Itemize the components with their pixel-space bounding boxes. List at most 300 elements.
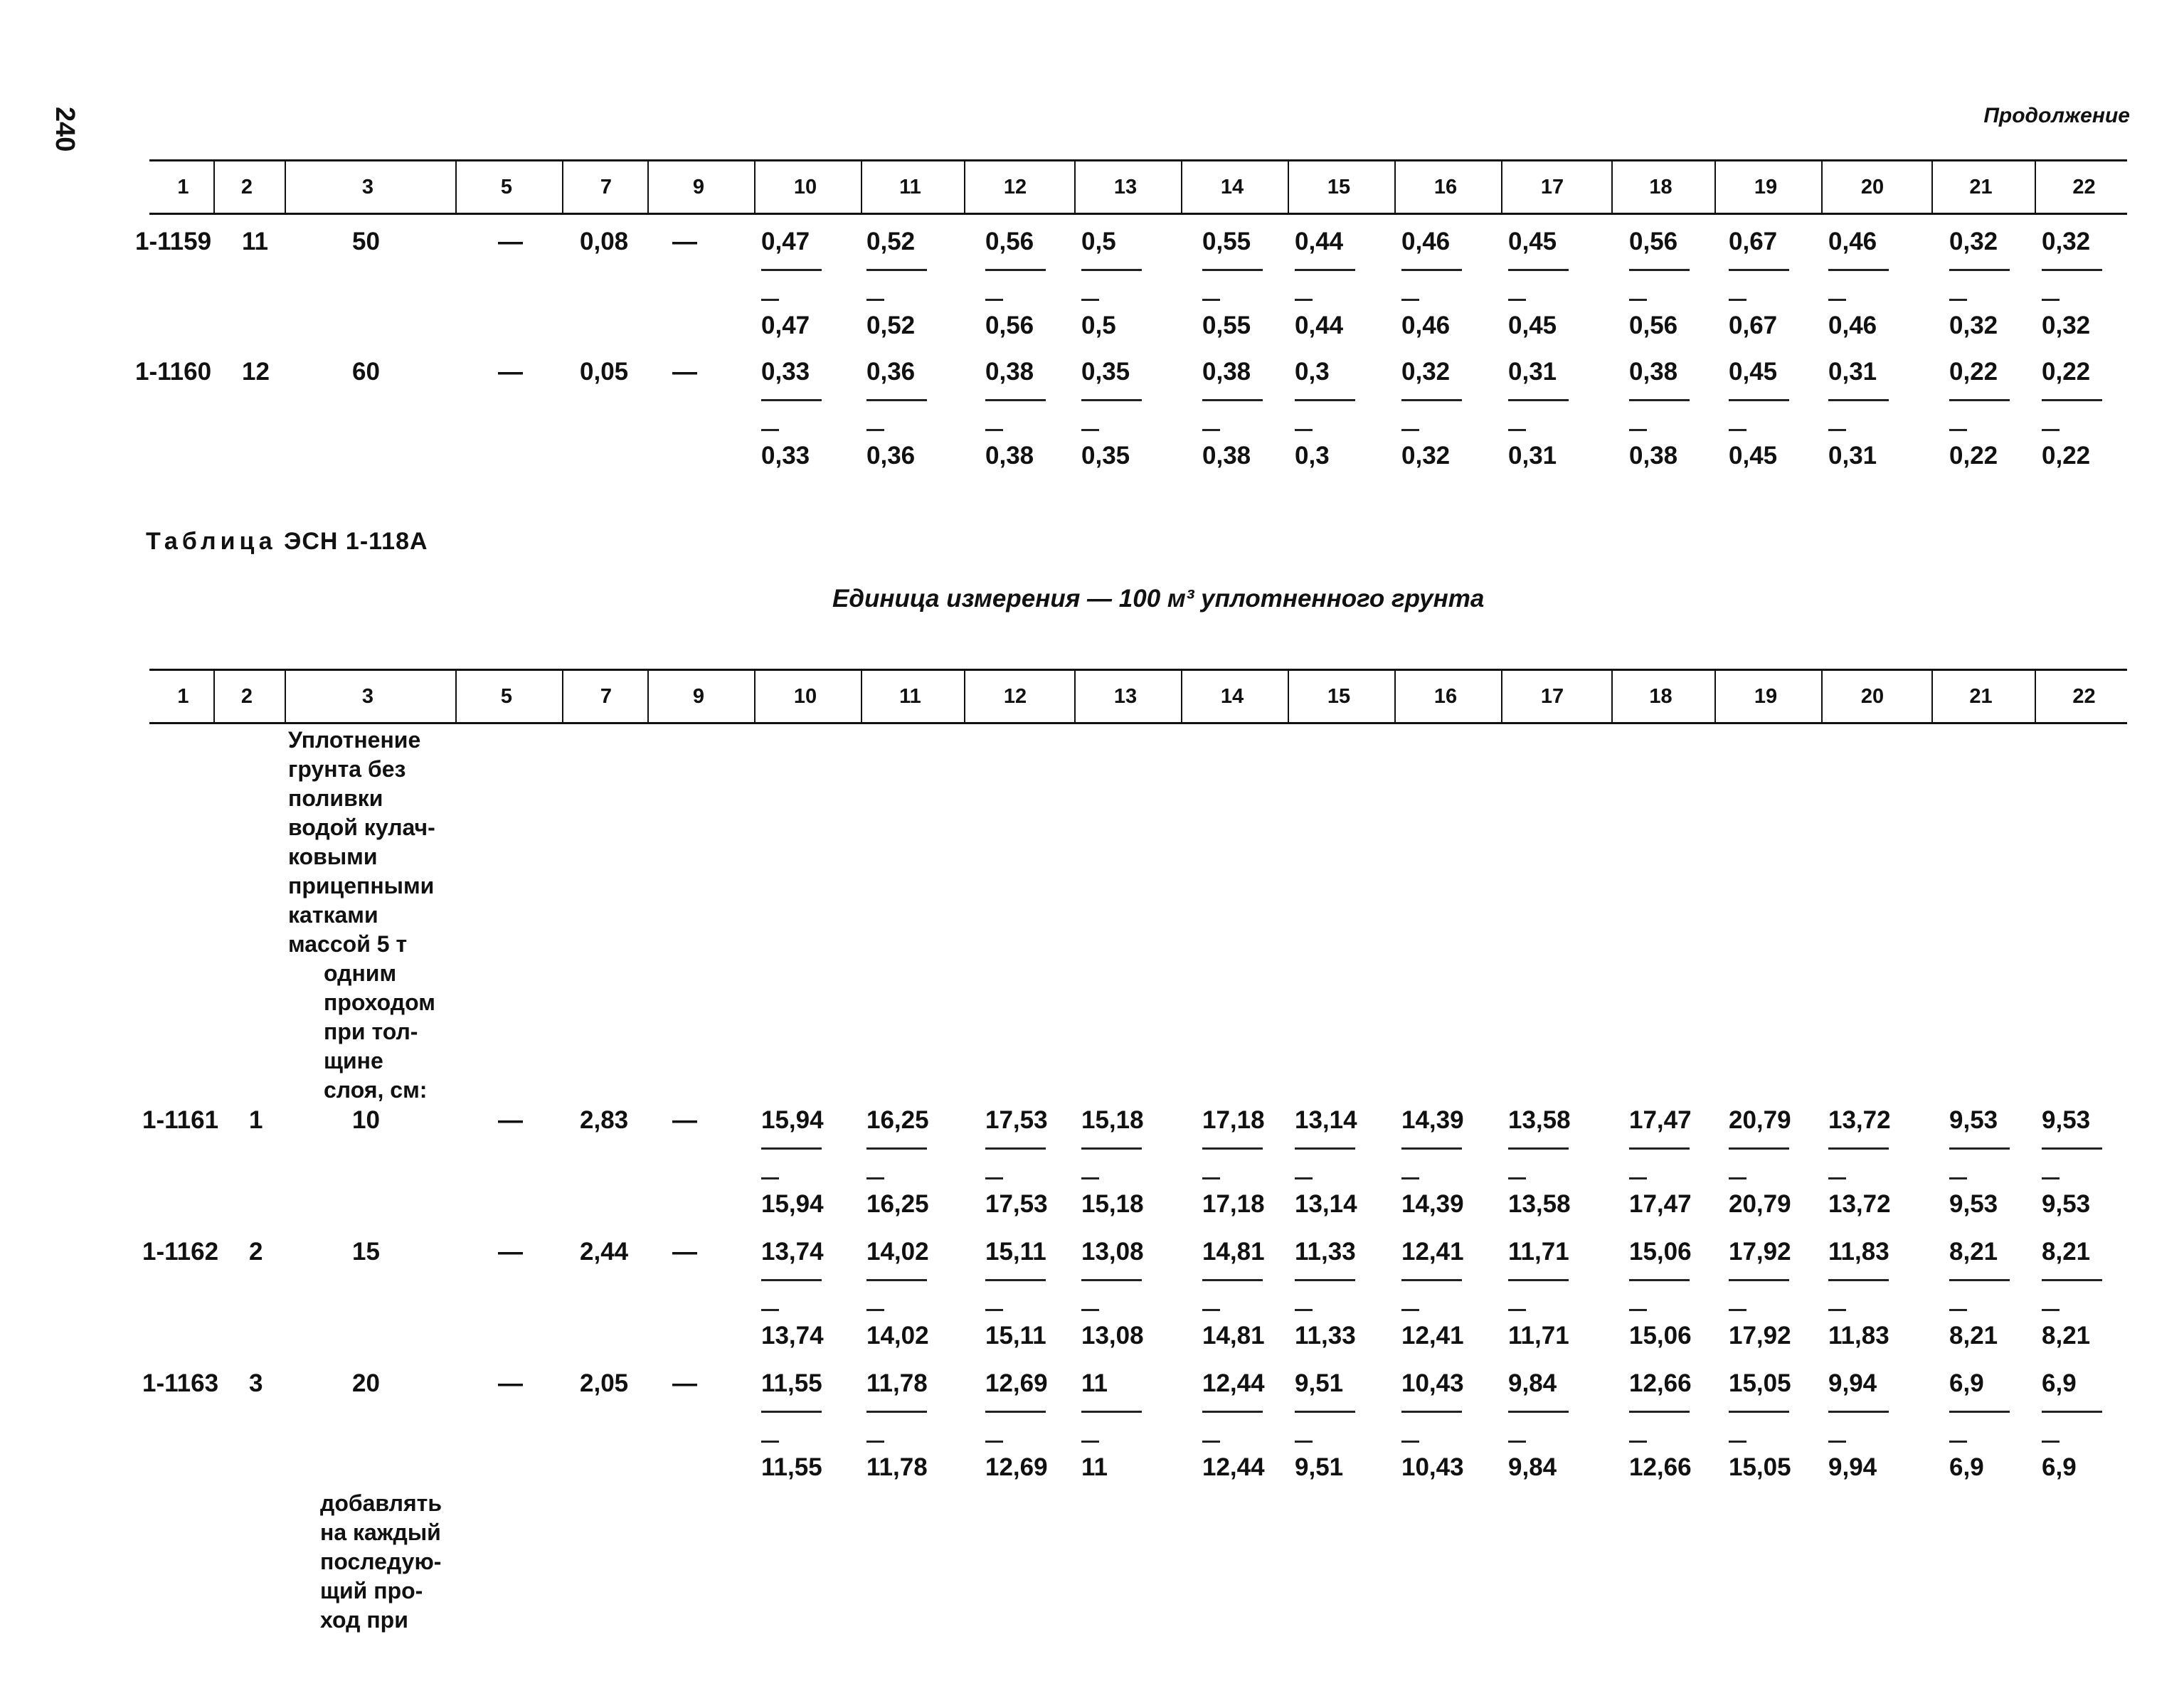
header-col-10: 10 xyxy=(754,161,855,213)
fraction-bar xyxy=(1401,1147,1462,1150)
header-col-20: 20 xyxy=(1821,161,1922,213)
row-number: 1 xyxy=(249,1106,263,1134)
fraction-bar xyxy=(1629,269,1690,271)
fraction-bar xyxy=(1629,1147,1690,1150)
header-col-9: 9 xyxy=(647,161,748,213)
value-top: 0,44 xyxy=(1295,228,1344,255)
row-col3: 15 xyxy=(352,1238,380,1266)
value-bottom: 8,21 xyxy=(1949,1322,1998,1349)
fraction-dash xyxy=(1729,299,1746,301)
header-col-2: 2 xyxy=(213,161,279,213)
value-bottom: 14,81 xyxy=(1202,1322,1265,1349)
value-top: 0,22 xyxy=(1949,358,1998,386)
fraction-dash xyxy=(866,1309,884,1311)
value-top: 0,38 xyxy=(1202,358,1251,386)
value-bottom: 0,47 xyxy=(761,312,810,339)
value-bottom: 14,02 xyxy=(866,1322,929,1349)
fraction-dash xyxy=(1508,1441,1526,1443)
value-bottom: 0,52 xyxy=(866,312,916,339)
fraction-dash xyxy=(1295,1309,1313,1311)
value-bottom: 0,31 xyxy=(1828,442,1877,470)
value-bottom: 17,47 xyxy=(1629,1190,1692,1218)
value-bottom: 6,9 xyxy=(1949,1453,1984,1481)
value-top: 0,33 xyxy=(761,358,810,386)
table1-header xyxy=(149,159,2127,215)
header-col-15: 15 xyxy=(1288,671,1389,722)
value-bottom: 17,92 xyxy=(1729,1322,1791,1349)
value-bottom: 0,67 xyxy=(1729,312,1778,339)
fraction-bar xyxy=(1202,1411,1263,1413)
fraction-dash xyxy=(1295,1441,1313,1443)
fraction-bar xyxy=(1729,1279,1789,1281)
value-top: 15,11 xyxy=(985,1238,1046,1266)
fraction-bar xyxy=(1828,1279,1889,1281)
fraction-dash xyxy=(866,1441,884,1443)
fraction-bar xyxy=(866,1279,927,1281)
value-bottom: 0,36 xyxy=(866,442,916,470)
fraction-bar xyxy=(1949,399,2010,401)
value-top: 13,08 xyxy=(1081,1238,1144,1266)
fraction-bar xyxy=(1202,269,1263,271)
fraction-bar xyxy=(1202,399,1263,401)
fraction-dash xyxy=(2042,1441,2060,1443)
fraction-dash xyxy=(1828,1441,1846,1443)
table2-description-indented xyxy=(324,959,435,1105)
value-top: 14,81 xyxy=(1202,1238,1265,1266)
fraction-bar xyxy=(1295,1279,1355,1281)
value-bottom: 9,51 xyxy=(1295,1453,1344,1481)
value-bottom: 0,45 xyxy=(1508,312,1557,339)
fraction-bar xyxy=(866,269,927,271)
fraction-dash xyxy=(1401,429,1419,431)
header-col-7: 7 xyxy=(562,161,649,213)
header-col-17: 17 xyxy=(1501,161,1602,213)
value-top: 0,46 xyxy=(1828,228,1877,255)
fraction-bar xyxy=(985,269,1046,271)
header-col-22: 22 xyxy=(2035,161,2132,213)
fraction-dash xyxy=(1729,1309,1746,1311)
header-col-5: 5 xyxy=(455,161,556,213)
fraction-bar xyxy=(1202,1147,1263,1150)
row-col7: 0,05 xyxy=(580,358,629,386)
fraction-bar xyxy=(1401,1411,1462,1413)
value-bottom: 0,33 xyxy=(761,442,810,470)
value-top: 13,58 xyxy=(1508,1106,1571,1134)
header-col-10: 10 xyxy=(754,671,855,722)
row-col5-dash: — xyxy=(498,228,523,255)
text-line: поливки xyxy=(288,785,383,811)
fraction-dash xyxy=(1295,429,1313,431)
header-col-19: 19 xyxy=(1714,161,1815,213)
value-top: 12,44 xyxy=(1202,1369,1265,1397)
value-top: 0,56 xyxy=(1629,228,1678,255)
fraction-bar xyxy=(1949,269,2010,271)
text-line: на каждый xyxy=(320,1520,441,1545)
value-bottom: 0,45 xyxy=(1729,442,1778,470)
fraction-dash xyxy=(1828,429,1846,431)
row-col9-dash: — xyxy=(672,1238,697,1266)
fraction-bar xyxy=(2042,1411,2102,1413)
value-bottom: 17,53 xyxy=(985,1190,1048,1218)
value-top: 17,53 xyxy=(985,1106,1048,1134)
value-top: 13,14 xyxy=(1295,1106,1357,1134)
fraction-bar xyxy=(866,399,927,401)
value-top: 11,71 xyxy=(1508,1238,1569,1266)
fraction-bar xyxy=(1729,399,1789,401)
value-top: 14,02 xyxy=(866,1238,929,1266)
value-top: 11 xyxy=(1081,1369,1108,1397)
fraction-bar xyxy=(1081,1411,1142,1413)
header-col-12: 12 xyxy=(964,161,1065,213)
fraction-dash xyxy=(985,1309,1003,1311)
fraction-bar xyxy=(761,1147,822,1150)
row-col9-dash: — xyxy=(672,358,697,386)
value-top: 11,83 xyxy=(1828,1238,1889,1266)
value-top: 10,43 xyxy=(1401,1369,1464,1397)
fraction-dash xyxy=(1401,299,1419,301)
fraction-bar xyxy=(2042,1279,2102,1281)
header-col-18: 18 xyxy=(1611,161,1709,213)
value-top: 12,66 xyxy=(1629,1369,1692,1397)
value-top: 0,46 xyxy=(1401,228,1451,255)
header-col-18: 18 xyxy=(1611,671,1709,722)
fraction-bar xyxy=(1295,269,1355,271)
fraction-dash xyxy=(1508,299,1526,301)
header-col-19: 19 xyxy=(1714,671,1815,722)
row-col3: 10 xyxy=(352,1106,380,1134)
row-col7: 2,83 xyxy=(580,1106,629,1134)
value-top: 0,47 xyxy=(761,228,810,255)
value-bottom: 0,31 xyxy=(1508,442,1557,470)
value-top: 0,52 xyxy=(866,228,916,255)
value-bottom: 11,55 xyxy=(761,1453,822,1481)
value-top: 0,56 xyxy=(985,228,1034,255)
value-top: 0,3 xyxy=(1295,358,1330,386)
fraction-dash xyxy=(1295,1177,1313,1179)
value-top: 0,5 xyxy=(1081,228,1116,255)
value-top: 11,55 xyxy=(761,1369,822,1397)
value-bottom: 11 xyxy=(1081,1453,1108,1481)
fraction-bar xyxy=(1949,1279,2010,1281)
row-col7: 0,08 xyxy=(580,228,629,255)
fraction-bar xyxy=(1828,399,1889,401)
fraction-dash xyxy=(1729,1177,1746,1179)
value-bottom: 8,21 xyxy=(2042,1322,2091,1349)
row-col9-dash: — xyxy=(672,228,697,255)
fraction-bar xyxy=(866,1147,927,1150)
fraction-bar xyxy=(1295,1147,1355,1150)
value-top: 9,53 xyxy=(1949,1106,1998,1134)
fraction-dash xyxy=(1729,1441,1746,1443)
value-top: 0,45 xyxy=(1729,358,1778,386)
value-bottom: 14,39 xyxy=(1401,1190,1464,1218)
fraction-dash xyxy=(1729,429,1746,431)
value-top: 8,21 xyxy=(2042,1238,2091,1266)
text-line: одним xyxy=(324,960,397,986)
header-col-3: 3 xyxy=(285,671,450,722)
fraction-dash xyxy=(2042,299,2060,301)
fraction-bar xyxy=(1401,1279,1462,1281)
value-top: 9,84 xyxy=(1508,1369,1557,1397)
value-bottom: 15,11 xyxy=(985,1322,1046,1349)
row-col9-dash: — xyxy=(672,1369,697,1397)
table2-title-code: ЭСН 1-118А xyxy=(284,528,428,555)
row-code: 1-1161 xyxy=(142,1106,219,1134)
text-line: проходом xyxy=(324,990,435,1015)
page-number: 240 xyxy=(50,107,80,152)
header-col-13: 13 xyxy=(1074,161,1175,213)
fraction-dash xyxy=(1629,1441,1647,1443)
value-top: 0,36 xyxy=(866,358,916,386)
fraction-dash xyxy=(866,1177,884,1179)
value-bottom: 13,14 xyxy=(1295,1190,1357,1218)
value-top: 17,92 xyxy=(1729,1238,1791,1266)
fraction-dash xyxy=(1081,1309,1099,1311)
value-top: 20,79 xyxy=(1729,1106,1791,1134)
fraction-dash xyxy=(1401,1309,1419,1311)
value-bottom: 0,38 xyxy=(1629,442,1678,470)
fraction-dash xyxy=(1828,1309,1846,1311)
value-bottom: 0,3 xyxy=(1295,442,1330,470)
fraction-bar xyxy=(1508,1279,1569,1281)
value-bottom: 12,69 xyxy=(985,1453,1048,1481)
value-bottom: 13,58 xyxy=(1508,1190,1571,1218)
fraction-dash xyxy=(1828,1177,1846,1179)
fraction-bar xyxy=(1828,269,1889,271)
value-bottom: 13,74 xyxy=(761,1322,824,1349)
row-col7: 2,05 xyxy=(580,1369,629,1397)
table2-title xyxy=(146,528,428,556)
fraction-dash xyxy=(761,429,779,431)
value-top: 9,53 xyxy=(2042,1106,2091,1134)
value-bottom: 9,53 xyxy=(2042,1190,2091,1218)
fraction-dash xyxy=(1202,1441,1220,1443)
fraction-bar xyxy=(1629,1411,1690,1413)
fraction-bar xyxy=(1295,399,1355,401)
row-col5-dash: — xyxy=(498,1238,523,1266)
value-bottom: 17,18 xyxy=(1202,1190,1265,1218)
text-line: массой 5 т xyxy=(288,931,408,957)
value-top: 0,55 xyxy=(1202,228,1251,255)
fraction-dash xyxy=(1629,429,1647,431)
table2-footer-text xyxy=(320,1489,442,1635)
value-top: 0,32 xyxy=(1949,228,1998,255)
text-line: слоя, см: xyxy=(324,1077,428,1103)
value-bottom: 0,46 xyxy=(1401,312,1451,339)
fraction-bar xyxy=(1295,1411,1355,1413)
fraction-bar xyxy=(761,399,822,401)
fraction-dash xyxy=(1629,1177,1647,1179)
fraction-bar xyxy=(1508,399,1569,401)
value-bottom: 10,43 xyxy=(1401,1453,1464,1481)
fraction-bar xyxy=(985,399,1046,401)
value-top: 17,18 xyxy=(1202,1106,1265,1134)
value-bottom: 0,32 xyxy=(1949,312,1998,339)
value-bottom: 16,25 xyxy=(866,1190,929,1218)
header-col-17: 17 xyxy=(1501,671,1602,722)
fraction-bar xyxy=(1729,1147,1789,1150)
header-col-13: 13 xyxy=(1074,671,1175,722)
fraction-bar xyxy=(2042,269,2102,271)
header-col-12: 12 xyxy=(964,671,1065,722)
fraction-bar xyxy=(1828,1411,1889,1413)
value-top: 11,78 xyxy=(866,1369,928,1397)
value-bottom: 9,53 xyxy=(1949,1190,1998,1218)
text-line: ковыми xyxy=(288,844,378,869)
header-col-11: 11 xyxy=(861,161,958,213)
value-top: 0,38 xyxy=(1629,358,1678,386)
value-top: 0,31 xyxy=(1508,358,1557,386)
value-bottom: 0,5 xyxy=(1081,312,1116,339)
value-top: 12,41 xyxy=(1401,1238,1464,1266)
value-top: 0,38 xyxy=(985,358,1034,386)
value-top: 6,9 xyxy=(2042,1369,2077,1397)
row-col3: 50 xyxy=(352,228,380,255)
text-line: катками xyxy=(288,902,378,928)
fraction-bar xyxy=(1629,399,1690,401)
header-col-22: 22 xyxy=(2035,671,2132,722)
fraction-bar xyxy=(1729,269,1789,271)
value-bottom: 0,32 xyxy=(1401,442,1451,470)
fraction-dash xyxy=(761,1309,779,1311)
fraction-dash xyxy=(1949,1441,1967,1443)
fraction-bar xyxy=(1949,1411,2010,1413)
value-bottom: 15,06 xyxy=(1629,1322,1692,1349)
value-top: 15,05 xyxy=(1729,1369,1791,1397)
text-line: ход при xyxy=(320,1607,408,1633)
value-top: 17,47 xyxy=(1629,1106,1692,1134)
header-col-14: 14 xyxy=(1181,671,1282,722)
value-bottom: 15,05 xyxy=(1729,1453,1791,1481)
header-col-1: 1 xyxy=(177,176,189,198)
fraction-dash xyxy=(1508,1177,1526,1179)
value-bottom: 0,55 xyxy=(1202,312,1251,339)
fraction-dash xyxy=(761,1177,779,1179)
fraction-dash xyxy=(1295,299,1313,301)
header-col-1: 1 xyxy=(177,685,189,708)
fraction-dash xyxy=(1401,1441,1419,1443)
fraction-dash xyxy=(1828,299,1846,301)
value-top: 0,32 xyxy=(1401,358,1451,386)
fraction-bar xyxy=(2042,1147,2102,1150)
fraction-bar xyxy=(1081,399,1142,401)
fraction-bar xyxy=(761,269,822,271)
fraction-bar xyxy=(1508,269,1569,271)
value-bottom: 13,08 xyxy=(1081,1322,1144,1349)
value-bottom: 0,56 xyxy=(1629,312,1678,339)
value-bottom: 11,33 xyxy=(1295,1322,1356,1349)
fraction-dash xyxy=(1629,299,1647,301)
value-top: 12,69 xyxy=(985,1369,1048,1397)
value-top: 0,31 xyxy=(1828,358,1877,386)
value-bottom: 11,71 xyxy=(1508,1322,1569,1349)
value-bottom: 0,56 xyxy=(985,312,1034,339)
fraction-dash xyxy=(1949,299,1967,301)
fraction-dash xyxy=(1949,1309,1967,1311)
header-col-21: 21 xyxy=(1931,671,2029,722)
value-bottom: 13,72 xyxy=(1828,1190,1891,1218)
header-col-11: 11 xyxy=(861,671,958,722)
row-code: 1-1160 xyxy=(135,358,212,386)
value-bottom: 0,22 xyxy=(1949,442,1998,470)
value-bottom: 0,38 xyxy=(985,442,1034,470)
value-top: 15,18 xyxy=(1081,1106,1144,1134)
fraction-bar xyxy=(1949,1147,2010,1150)
fraction-bar xyxy=(761,1411,822,1413)
fraction-bar xyxy=(1729,1411,1789,1413)
value-bottom: 6,9 xyxy=(2042,1453,2077,1481)
fraction-dash xyxy=(2042,429,2060,431)
value-bottom: 12,44 xyxy=(1202,1453,1265,1481)
value-top: 13,74 xyxy=(761,1238,824,1266)
fraction-bar xyxy=(985,1147,1046,1150)
row-number: 3 xyxy=(249,1369,263,1397)
table2-title-word: Таблица xyxy=(146,528,277,555)
fraction-dash xyxy=(1202,1309,1220,1311)
fraction-bar xyxy=(1081,1147,1142,1150)
value-bottom: 0,44 xyxy=(1295,312,1344,339)
row-col7: 2,44 xyxy=(580,1238,629,1266)
fraction-bar xyxy=(1828,1147,1889,1150)
value-top: 14,39 xyxy=(1401,1106,1464,1134)
table2-description xyxy=(288,726,435,959)
value-bottom: 15,94 xyxy=(761,1190,824,1218)
row-number: 2 xyxy=(249,1238,263,1266)
header-col-16: 16 xyxy=(1394,671,1495,722)
text-line: при тол- xyxy=(324,1019,418,1044)
row-col5-dash: — xyxy=(498,1369,523,1397)
value-bottom: 0,46 xyxy=(1828,312,1877,339)
fraction-dash xyxy=(985,1441,1003,1443)
fraction-bar xyxy=(1508,1147,1569,1150)
value-bottom: 0,35 xyxy=(1081,442,1130,470)
fraction-dash xyxy=(1508,1309,1526,1311)
fraction-dash xyxy=(2042,1177,2060,1179)
header-col-14: 14 xyxy=(1181,161,1282,213)
value-top: 6,9 xyxy=(1949,1369,1984,1397)
fraction-dash xyxy=(1202,299,1220,301)
fraction-dash xyxy=(1202,429,1220,431)
fraction-bar xyxy=(1081,269,1142,271)
value-top: 11,33 xyxy=(1295,1238,1356,1266)
row-col5-dash: — xyxy=(498,358,523,386)
value-top: 15,94 xyxy=(761,1106,824,1134)
fraction-dash xyxy=(1081,429,1099,431)
fraction-dash xyxy=(1629,1309,1647,1311)
fraction-bar xyxy=(2042,399,2102,401)
value-top: 0,45 xyxy=(1508,228,1557,255)
value-bottom: 12,41 xyxy=(1401,1322,1464,1349)
fraction-dash xyxy=(2042,1309,2060,1311)
table2-header xyxy=(149,669,2127,724)
fraction-dash xyxy=(866,429,884,431)
value-bottom: 12,66 xyxy=(1629,1453,1692,1481)
header-col-16: 16 xyxy=(1394,161,1495,213)
fraction-dash xyxy=(1508,429,1526,431)
fraction-dash xyxy=(761,299,779,301)
fraction-bar xyxy=(866,1411,927,1413)
fraction-bar xyxy=(985,1279,1046,1281)
fraction-bar xyxy=(1508,1411,1569,1413)
value-top: 8,21 xyxy=(1949,1238,1998,1266)
value-bottom: 9,84 xyxy=(1508,1453,1557,1481)
header-col-15: 15 xyxy=(1288,161,1389,213)
text-line: щий про- xyxy=(320,1578,423,1603)
value-bottom: 0,32 xyxy=(2042,312,2091,339)
fraction-dash xyxy=(1949,429,1967,431)
fraction-bar xyxy=(761,1279,822,1281)
text-line: водой кулач- xyxy=(288,815,435,840)
